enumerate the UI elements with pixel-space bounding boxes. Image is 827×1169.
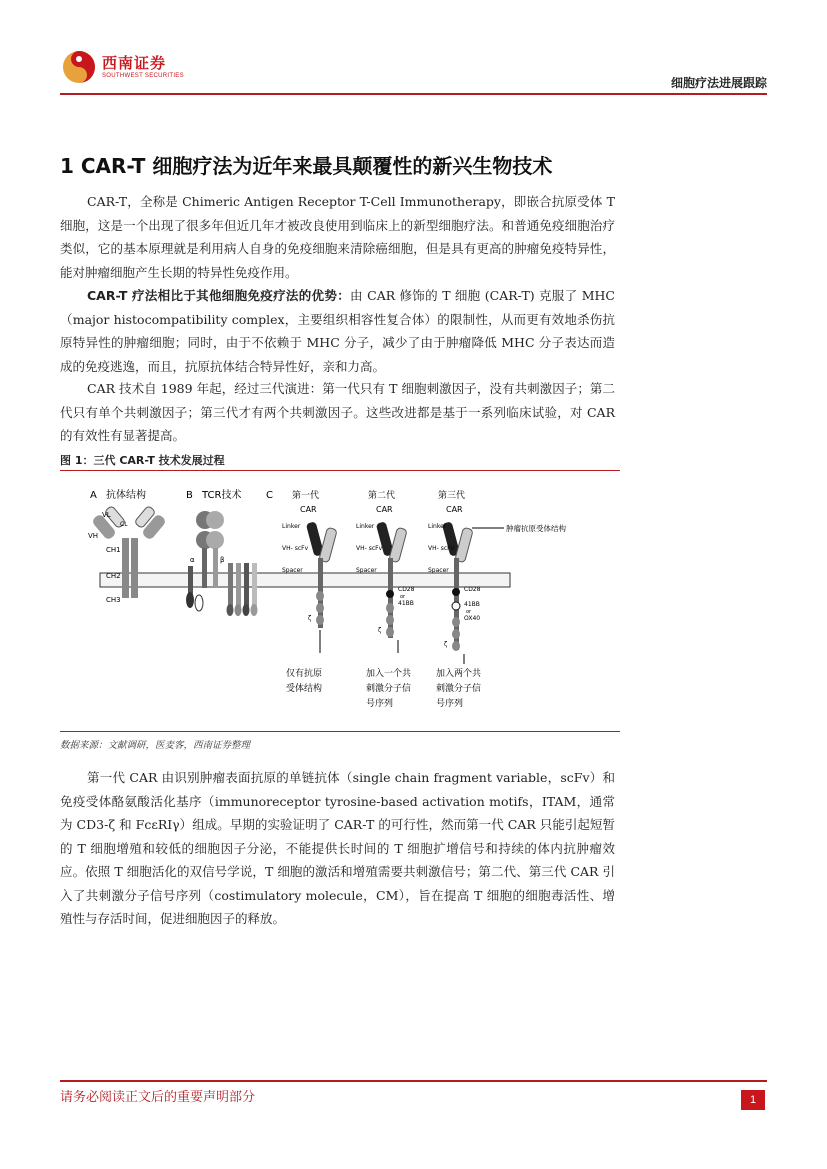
panel-a-letter: A (90, 490, 97, 501)
panel-c-letter: C (266, 490, 273, 501)
gen3-note-line1: 加入两个共 (436, 669, 482, 679)
figure-bottom-rule (60, 731, 620, 732)
tumor-receptor-label: 肿瘤抗原受体结构 (506, 524, 566, 533)
logo-mark-icon (62, 50, 96, 84)
gen3-ox40-label: OX40 (464, 615, 481, 622)
logo-name-cn: 西南证券 (102, 54, 167, 72)
gen3-scfv-label: VH- scFv (428, 545, 455, 552)
gen3-zeta-label: ζ (444, 641, 448, 648)
gen1-scfv-label: VH- scFv (282, 545, 309, 552)
gen1-note-line1: 仅有抗原 (286, 669, 323, 679)
car-t-generations-figure (80, 478, 620, 726)
report-series-title: 细胞疗法进展跟踪 (670, 76, 767, 90)
gen3-spacer-label: Spacer (428, 567, 449, 574)
gen1-note-line2: 受体结构 (286, 684, 323, 694)
gen1-zeta-label: ζ (308, 615, 312, 622)
paragraph-advantages (60, 284, 615, 378)
cell-membrane (100, 573, 510, 587)
panel-b-title: TCR技术 (202, 490, 242, 501)
gen2-car-label: CAR (376, 505, 393, 514)
label-ch3: CH3 (106, 596, 121, 604)
figure-title: 图 1：三代 CAR-T 技术发展过程 (60, 454, 225, 467)
gen2-scfv-label: VH- scFv (356, 545, 383, 552)
section-title: 1 CAR-T 细胞疗法为近年来最具颠覆性的新兴生物技术 (60, 154, 553, 178)
logo-name-en: SOUTHWEST SECURITIES (102, 73, 184, 79)
figure-top-rule (60, 470, 620, 471)
gen3-cd28-label: CD28 (464, 586, 481, 593)
gen1-spacer-label: Spacer (282, 567, 303, 574)
gen3-linker-label: Linker (428, 523, 447, 530)
gen3-car-label: CAR (446, 505, 463, 514)
label-ch1: CH1 (106, 546, 121, 554)
gen3-note-line2: 刺激分子信 (436, 684, 482, 694)
label-vh: VH (88, 532, 99, 540)
figure-diagram (80, 478, 620, 726)
gen2-note-line2: 刺激分子信 (366, 684, 412, 694)
label-vl: VL (102, 511, 111, 519)
gen3-41bb-label: 41BB (464, 601, 480, 608)
gen1-linker-label: Linker (282, 523, 301, 530)
disclaimer-notice[interactable]: 请务必阅读正文后的重要声明部分 (60, 1090, 256, 1105)
gen2-note-line3: 号序列 (366, 699, 394, 709)
header-divider (60, 93, 767, 95)
gen2-title: 第二代 (368, 491, 396, 501)
figure-source: 数据来源：文献调研，医麦客，西南证券整理 (60, 740, 251, 751)
label-ch2: CH2 (106, 572, 121, 580)
label-beta: β (220, 556, 225, 564)
label-alpha: α (190, 556, 195, 564)
gen2-or-label: or (400, 594, 406, 600)
footer-divider (60, 1080, 767, 1082)
paragraph-advantages-body: 由 CAR 修饰的 T 细胞 (CAR-T) 克服了 MHC（major histocompatibility complex，主要组织相容性复合体）的限制性，从而更有效地杀伤抗原特异性的肿瘤细胞；同时，由于不依赖于 MHC 分子，减少了由于肿瘤降低 MHC 分子表达而造成的免疫逃逸，而且，抗原抗体结合特异性好，亲和力高。 (60, 288, 615, 374)
page-number: 1 (741, 1090, 765, 1110)
gen2-cd28-label: CD28 (398, 586, 415, 593)
gen2-note-line1: 加入一个共 (366, 669, 412, 679)
gen3-or-label: or (466, 609, 472, 615)
gen3-title: 第三代 (438, 491, 466, 501)
panel-b-letter: B (186, 490, 193, 501)
gen2-spacer-label: Spacer (356, 567, 377, 574)
panel-a-title: 抗体结构 (106, 490, 146, 501)
paragraph-generations: 第一代 CAR 由识别肿瘤表面抗原的单链抗体（single chain fragment variable，scFv）和免疫受体酪氨酸活化基序（immunoreceptor tyrosine-based activation motifs，ITAM，通常为 CD3-ζ 和 FcεRIγ）组成。早期的实验证明了 CAR-T 的可行性，然而第一代 CAR 只能引起短暂的 T 细胞增殖和较低的细胞因子分泌，不能提供长时间的 T 细胞扩增信号和持续的体内抗肿瘤效应。依照 T 细胞活化的双信号学说，T 细胞的激活和增殖需要共刺激信号；第二代、第三代 CAR 引入了共刺激分子信号序列（costimulatory molecule，CM），旨在提高 T 细胞的细胞毒活性、增殖性与存活时间，促进细胞因子的释放。 (60, 770, 615, 926)
gen1-title: 第一代 (292, 491, 320, 501)
gen1-car-label: CAR (300, 505, 317, 514)
gen2-41bb-label: 41BB (398, 600, 414, 607)
gen2-zeta-label: ζ (378, 627, 382, 634)
company-logo (62, 50, 184, 84)
paragraph-advantages-lead: CAR-T 疗法相比于其他细胞免疫疗法的优势： (87, 288, 351, 303)
gen2-linker-label: Linker (356, 523, 375, 530)
paragraph-history: CAR 技术自 1989 年起，经过三代演进：第一代只有 T 细胞刺激因子，没有共刺激因子；第二代只有单个共刺激因子；第三代才有两个共刺激因子。这些改进都是基于一系列临床试验，对 CAR 的有效性有显著提高。 (60, 381, 615, 443)
paragraph-intro: CAR-T，全称是 Chimeric Antigen Receptor T-Cell Immunotherapy，即嵌合抗原受体 T 细胞，这是一个出现了很多年但近几年才被改良使用到临床上的新型细胞疗法。和普通免疫细胞治疗类似，它的基本原理就是利用病人自身的免疫细胞来清除癌细胞，但是具有更高的肿瘤免疫特异性，能对肿瘤细胞产生长期的特异性免疫作用。 (60, 194, 615, 280)
label-cl: CL (120, 521, 128, 528)
gen3-note-line3: 号序列 (436, 699, 464, 709)
